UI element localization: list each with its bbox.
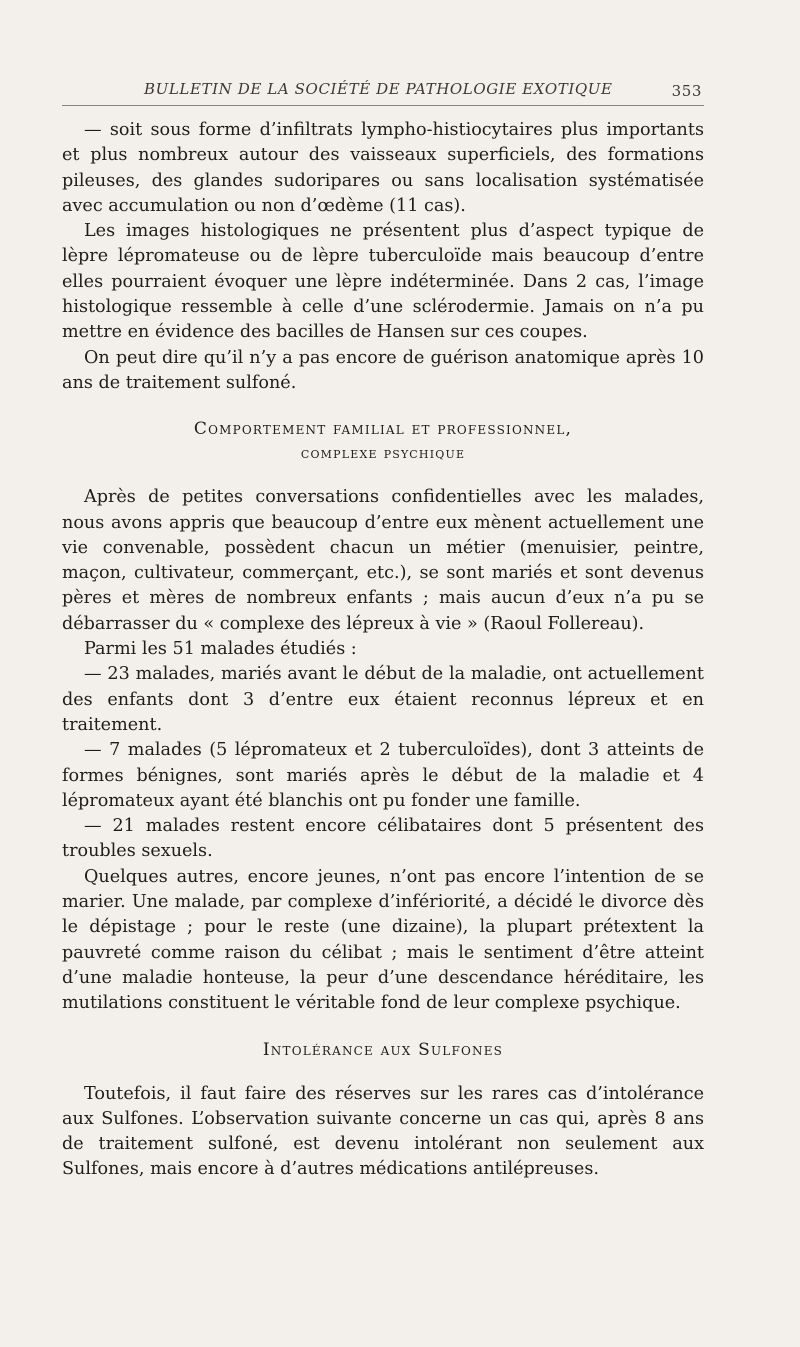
paragraph-guerison: On peut dire qu’il n’y a pas encore de guérison anatomique après 10 ans de traitement sulfoné. bbox=[62, 347, 704, 393]
heading-intolerance: Intolérance aux Sulfones bbox=[262, 1039, 504, 1060]
heading-line-1: Comportement familial et professionnel, bbox=[193, 419, 573, 440]
paragraph-7-malades: — 7 malades (5 lépromateux et 2 tuberculoïdes), dont 3 atteints de formes bénignes, sont mariés après le début de la maladie et 4 lépromateux ayant été blanchis ont pu fonder une famille. bbox=[62, 740, 704, 811]
paragraph-conversations: Après de petites conversations confidentielles avec les malades, nous avons appris que beaucoup d’entre eux mènent actuellement une vie convenable, possèdent chacun un métier (menuisier, peintre, maçon, cultivateur, commerçant, etc.), se sont mariés et sont devenus pères et mères de nombreux enfants ; mais aucun d’eux n’a pu se débarrasser du « complexe des lépreux à vie » (Raoul Follereau). bbox=[62, 487, 704, 634]
page-number: 353 bbox=[671, 82, 702, 100]
paragraph-images-histologiques: Les images histologiques ne présentent plus d’aspect typique de lèpre lépromateuse ou de lèpre tuberculoïde mais beaucoup d’entre elles pourraient évoquer une lèpre indéterminée. Dans 2 cas, l’image histologique ressemble à celle d’une sclérodermie. Jamais on n’a pu mettre en évidence des bacilles de Hansen sur ces coupes. bbox=[62, 221, 704, 343]
running-title: BULLETIN DE LA SOCIÉTÉ DE PATHOLOGIE EXOTIQUE bbox=[144, 80, 613, 98]
running-head bbox=[62, 80, 704, 104]
paragraph-23-malades: — 23 malades, mariés avant le début de la maladie, ont actuellement des enfants dont 3 d’entre eux étaient reconnus lépreux et en traitement. bbox=[62, 664, 704, 735]
section-heading-intolerance bbox=[62, 1038, 704, 1062]
body-text bbox=[62, 118, 704, 1183]
paragraph-toutefois: Toutefois, il faut faire des réserves sur les rares cas d’intolérance aux Sulfones. L’observation suivante concerne un cas qui, après 8 ans de traitement sulfoné, est devenu intolérant non seulement aux Sulfones, mais encore à d’autres médications antilépreuses. bbox=[62, 1083, 704, 1180]
header-rule bbox=[62, 105, 704, 106]
heading-line-2: complexe psychique bbox=[300, 444, 466, 463]
paragraph-parmi: Parmi les 51 malades étudiés : bbox=[84, 639, 357, 660]
section-heading-comportement bbox=[62, 417, 704, 465]
paragraph-quelques-autres: Quelques autres, encore jeunes, n’ont pas encore l’intention de se marier. Une malade, par complexe d’infériorité, a décidé le divorce dès le dépistage ; pour le reste (une dizaine), la plupart prétextent la pauvreté comme raison du célibat ; mais le sentiment d’être atteint d’une maladie honteuse, la peur d’une descendance héréditaire, les mutilations constituent le véritable fond de leur complexe psychique. bbox=[62, 866, 704, 1014]
paragraph-21-malades: — 21 malades restent encore célibataires dont 5 présentent des troubles sexuels. bbox=[62, 816, 704, 862]
paragraph-infiltrats: — soit sous forme d’infiltrats lympho-histiocytaires plus importants et plus nombreux autour des vaisseaux superficiels, des formations pileuses, des glandes sudoripares ou sans localisation systématisée avec accumulation ou non d’œdème (11 cas). bbox=[62, 120, 704, 216]
